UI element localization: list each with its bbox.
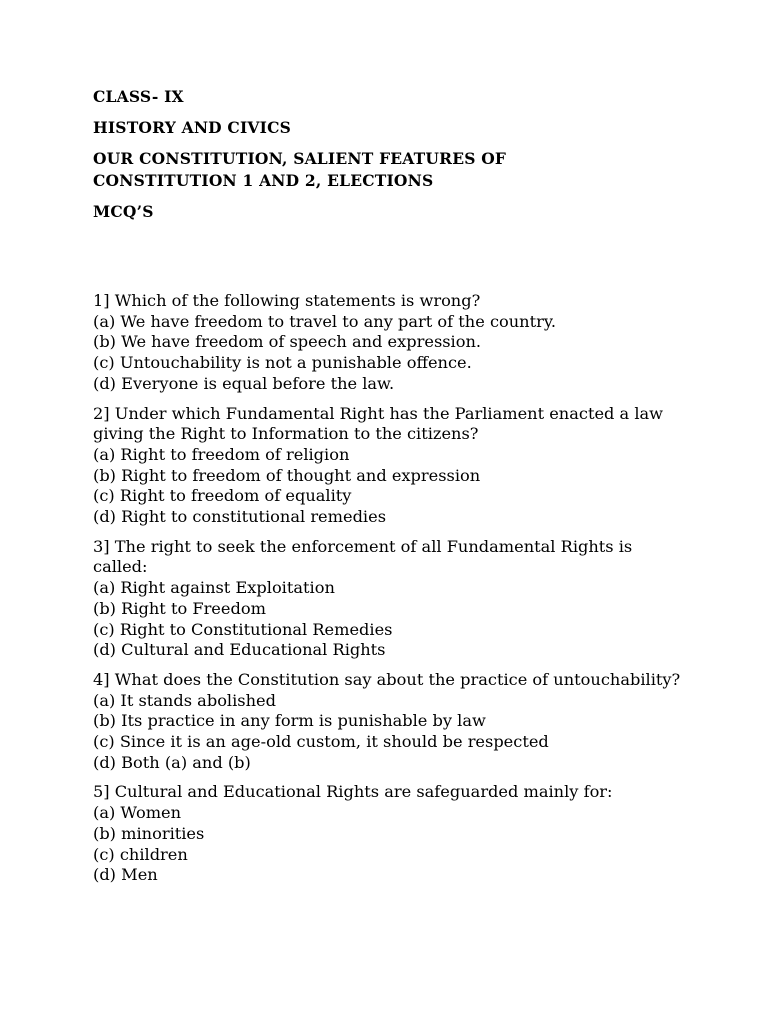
- option-a: (a) We have freedom to travel to any part of the country.: [93, 311, 556, 331]
- question-2: [93, 404, 733, 528]
- topic-heading-line-1: OUR CONSTITUTION, SALIENT FEATURES OF: [93, 149, 507, 168]
- question-4: [93, 670, 733, 774]
- option-a: (a) Women: [93, 803, 182, 823]
- option-a: (a) Right to freedom of religion: [93, 444, 350, 464]
- question-text: 4] What does the Constitution say about the practice of untouchability?: [93, 669, 681, 689]
- subject-heading: HISTORY AND CIVICS: [93, 118, 292, 137]
- option-a: (a) Right against Exploitation: [93, 578, 335, 598]
- mcq-heading: MCQ’S: [93, 202, 154, 221]
- question-text: 3] The right to seek the enforcement of all Fundamental Rights is called:: [93, 536, 633, 577]
- option-d: (d) Right to constitutional remedies: [93, 507, 386, 527]
- option-d: (d) Men: [93, 865, 158, 885]
- option-c: (c) children: [93, 844, 188, 864]
- question-1: [93, 291, 733, 395]
- option-b: (b) Its practice in any form is punishable by law: [93, 711, 486, 731]
- class-heading: CLASS- IX: [93, 87, 184, 106]
- document-page: [93, 86, 733, 895]
- option-b: (b) Right to freedom of thought and expression: [93, 465, 481, 485]
- question-text: 5] Cultural and Educational Rights are safeguarded mainly for:: [93, 782, 613, 802]
- option-d: (d) Both (a) and (b): [93, 752, 251, 772]
- topic-heading-line-2: CONSTITUTION 1 AND 2, ELECTIONS: [93, 171, 434, 190]
- question-3: [93, 537, 733, 661]
- option-b: (b) Right to Freedom: [93, 598, 266, 618]
- topic-heading: [93, 148, 733, 192]
- option-b: (b) minorities: [93, 823, 205, 843]
- option-a: (a) It stands abolished: [93, 690, 276, 710]
- question-text: 2] Under which Fundamental Right has the Parliament enacted a law giving the Right to Information to the citizens?: [93, 403, 664, 444]
- option-d: (d) Everyone is equal before the law.: [93, 373, 395, 393]
- option-c: (c) Right to freedom of equality: [93, 486, 352, 506]
- option-c: (c) Since it is an age-old custom, it should be respected: [93, 732, 549, 752]
- option-c: (c) Untouchability is not a punishable offence.: [93, 353, 472, 373]
- question-list: [93, 291, 733, 886]
- option-c: (c) Right to Constitutional Remedies: [93, 619, 393, 639]
- option-d: (d) Cultural and Educational Rights: [93, 640, 386, 660]
- question-5: [93, 782, 733, 886]
- option-b: (b) We have freedom of speech and expression.: [93, 332, 482, 352]
- question-text: 1] Which of the following statements is wrong?: [93, 291, 481, 310]
